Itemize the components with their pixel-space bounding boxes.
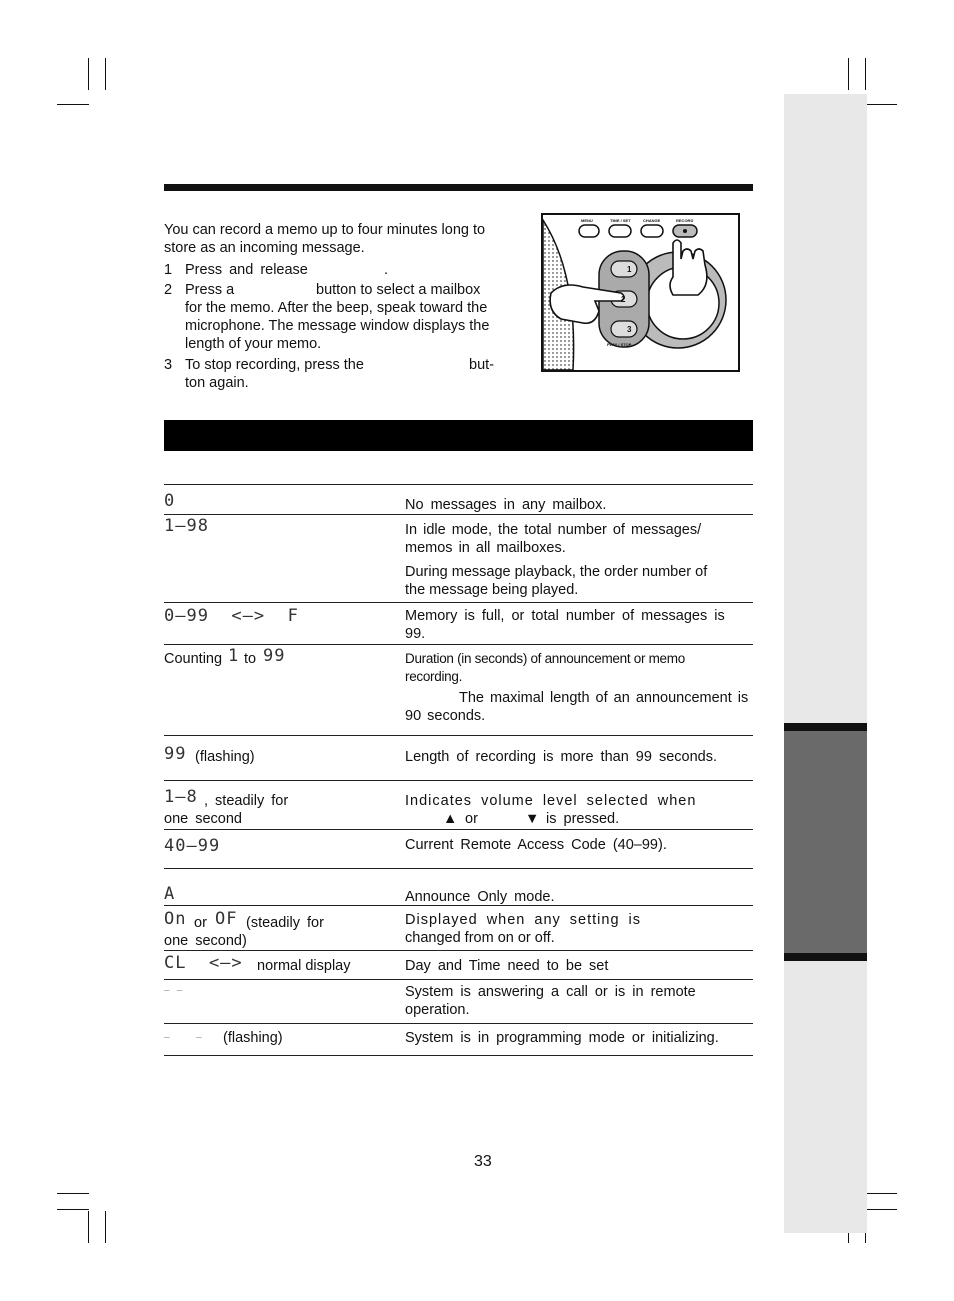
step-number: 3 — [164, 357, 173, 373]
display-code: 0–99 <–> F — [164, 606, 299, 626]
display-code: 99 — [263, 646, 286, 666]
step-text: but- — [469, 357, 494, 373]
record-button-label: RECORD — [676, 218, 694, 223]
page-number: 33 — [474, 1153, 492, 1170]
display-description: changed from on or off. — [405, 930, 555, 946]
step-text: Press a — [185, 282, 235, 298]
menu-button-label: MENU — [581, 218, 593, 223]
mailbox-1-label: 1 — [627, 265, 632, 274]
side-strip — [784, 94, 867, 1233]
display-description: Current Remote Access Code (40–99). — [405, 837, 667, 853]
display-code: A — [164, 884, 176, 904]
display-code: 1 — [228, 646, 240, 666]
display-description: Day and Time need to be set — [405, 958, 609, 974]
display-label: one second) — [164, 933, 247, 949]
display-label: to — [244, 651, 257, 667]
step-text: for the memo. After the beep, speak toward the microphone. The message window displays the length of your memo. — [185, 300, 490, 352]
display-label: Counting — [164, 651, 223, 667]
crop-mark — [865, 58, 866, 90]
table-rule — [164, 780, 753, 781]
volume-down-icon: ▼ — [525, 811, 540, 827]
display-code: 1–8 — [164, 787, 198, 807]
table-rule — [164, 1055, 753, 1056]
table-rule — [164, 514, 753, 515]
display-code: 1–98 — [164, 516, 209, 536]
display-description: Length of recording is more than 99 seconds. — [405, 749, 717, 765]
table-rule — [164, 602, 753, 603]
device-drawing — [543, 215, 738, 370]
display-label: (flashing) — [195, 749, 255, 765]
crop-mark — [105, 1211, 106, 1243]
crop-mark — [57, 1209, 89, 1210]
mailbox-2-label: 2 — [621, 295, 626, 304]
table-rule — [164, 950, 753, 951]
display-code: _ _ — [164, 982, 184, 992]
display-description: During message playback, the order number of the message being played. — [405, 564, 708, 598]
display-code: On — [164, 909, 187, 929]
mailbox-3-label: 3 — [627, 325, 632, 334]
display-label: one second — [164, 811, 242, 827]
display-description: Announce Only mode. — [405, 889, 555, 905]
table-rule — [164, 979, 753, 980]
step-number: 2 — [164, 282, 173, 298]
crop-mark — [57, 1193, 89, 1194]
table-rule — [164, 644, 753, 645]
display-label: normal display — [257, 958, 351, 974]
display-code: OF — [215, 909, 238, 929]
display-description: The maximal length of an announcement is 90 seconds. — [405, 690, 749, 724]
display-description: Memory is full, or total number of messages is 99. — [405, 608, 725, 642]
display-description: Displayed when any setting is — [405, 912, 642, 928]
crop-mark — [57, 104, 89, 105]
display-code: 0 — [164, 491, 176, 511]
table-rule — [164, 484, 753, 485]
step-text: button to select a mailbox — [316, 282, 481, 298]
display-label: (steadily for — [246, 915, 324, 931]
display-code: 40–99 — [164, 836, 221, 856]
display-description: In idle mode, the total number of messages/ memos in all mailboxes. — [405, 522, 702, 556]
table-rule — [164, 735, 753, 736]
display-code: _ _ — [164, 1029, 203, 1039]
display-description: No messages in any mailbox. — [405, 497, 607, 513]
display-label: , steadily for — [204, 793, 289, 809]
step-text: Press and release — [185, 262, 308, 278]
display-code: CL <–> — [164, 953, 243, 973]
crop-mark — [865, 104, 897, 105]
crop-mark — [88, 1211, 89, 1243]
display-description: Duration (in seconds) of announcement or memo recording. — [405, 651, 685, 684]
timeset-button-label: TIME / SET — [610, 218, 631, 223]
display-description: System is answering a call or is in remote operation. — [405, 984, 696, 1018]
display-label: (flashing) — [223, 1030, 283, 1046]
display-description: or — [465, 811, 478, 827]
table-rule — [164, 829, 753, 830]
answering-machine-illustration — [541, 213, 740, 372]
display-description: is pressed. — [546, 811, 620, 827]
section-tab — [784, 723, 867, 961]
playstop-label: PLAY / STOP — [607, 342, 632, 347]
intro-text: You can record a memo up to four minutes long to store as an incoming message. — [164, 222, 486, 256]
display-label: or — [194, 915, 207, 931]
step-text: . — [384, 262, 389, 278]
display-description: System is in programming mode or initializing. — [405, 1030, 719, 1046]
crop-mark — [865, 1209, 897, 1210]
display-description: Indicates volume level selected when — [405, 793, 697, 809]
table-rule — [164, 868, 753, 869]
step-text: ton again. — [185, 375, 249, 391]
table-rule — [164, 1023, 753, 1024]
top-rule — [164, 184, 753, 191]
display-code: 99 — [164, 744, 187, 764]
crop-mark — [88, 58, 89, 90]
step-text: To stop recording, press the — [185, 357, 364, 373]
crop-mark — [865, 1193, 897, 1194]
crop-mark — [105, 58, 106, 90]
change-button-label: CHANGE — [643, 218, 661, 223]
volume-up-icon: ▲ — [443, 811, 458, 827]
crop-mark — [848, 58, 849, 90]
step-number: 1 — [164, 262, 173, 278]
section-header-band — [164, 420, 753, 451]
